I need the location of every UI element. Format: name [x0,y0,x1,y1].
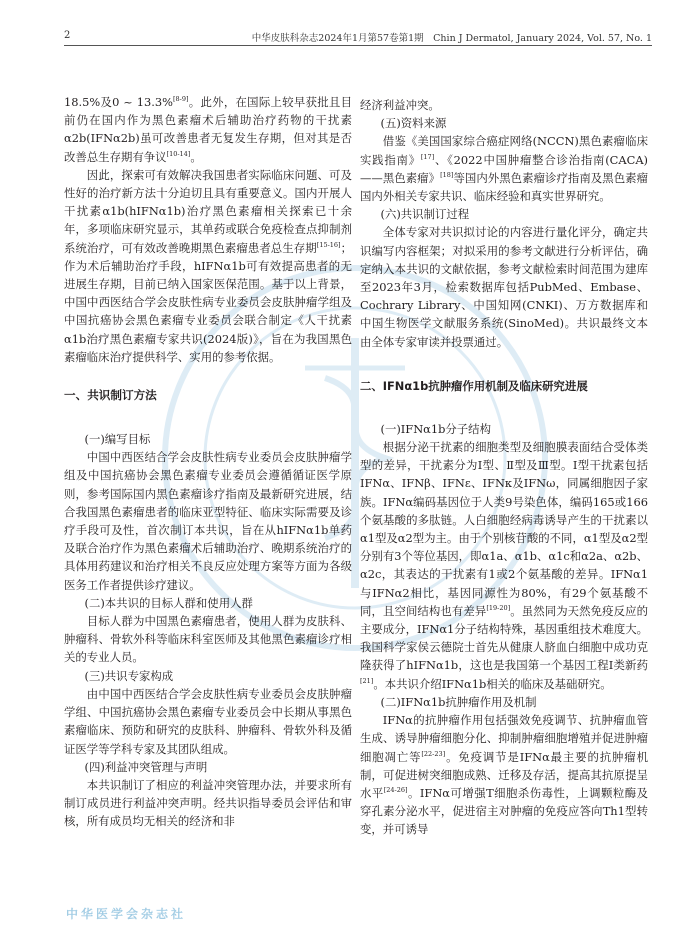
page-number: 2 [64,30,71,41]
subheading-antitumor-mechanism: (二)IFNα1b抗肿瘤作用及机制 [380,694,537,709]
paragraph-sources: 借鉴《美国国家综合癌症网络(NCCN)黑色素瘤临床实践指南》[17]、《2022中国肿瘤整合诊治指南(CACA)——黑色素瘤》[18]等国内外黑色素瘤诊疗指南及黑色素瘤国内外相关专家共识、临床经验和真实世界研究。 [360,134,648,204]
page-header [48,30,652,46]
left-column [64,93,352,831]
section-heading-methods: 一、共识制订方法 [64,388,157,403]
paragraph-molecular-structure: 根据分泌干扰素的细胞类型及细胞膜表面结合受体类型的差异，干扰素分为Ⅰ型、Ⅱ型及Ⅲ型。Ⅰ型干扰素包括IFNα、IFNβ、IFNε、IFNκ及IFNω，同属细胞因子家族。IFNα编码基因位于人类9号染色体，编码165或166个氨基酸的多肽链。人白细胞经病毒诱导产生的干扰素以α1型及α2型为主。由于个别核苷酸的不同，α1型及α2型分别有3个等位基因，即α1a、α1b、α1c和α2a、α2b、α2c，其表达的干扰素有1或2个氨基酸的差异。IFNα1与IFNα2相比，基因同源性为80%，有29个氨基酸不同，且空间结构也有差异[19-20]。虽然同为天然免疫反应的主要成分，IFNα1分子结构特殊，基因重组技术难度大。我国科学家侯云德院士首先从健康人脐血白细胞中成功克隆获得了hIFNα1b，这也是我国第一个基因工程Ⅰ类新药[21]。本共识介绍IFNα1b相关的临床及基础研究。 [360,440,648,691]
right-column [360,96,648,839]
publisher-logo: 中华医学会杂志社 [66,907,187,921]
subheading-target-population: (二)本共识的目标人群和使用人群 [84,595,253,610]
paragraph-intro-continued: 18.5%及0 ~ 13.3%[8-9]。此外，在国际上较早获批且目前仍在国内作为黑色素瘤术后辅助治疗药物的干扰素α2b(IFNα2b)虽可改善患者无复发生存期，但对其是否改善总生存期有争议[10-14]。 [64,95,352,164]
subheading-objective: (一)编写目标 [84,432,151,447]
paragraph-objective: 中国中西医结合学会皮肤性病专业委员会皮肤肿瘤学组及中国抗癌协会黑色素瘤专业委员会遵循循证医学原则，参考国际国内黑色素瘤诊疗指南及最新研究进展，结合我国黑色素瘤患者的临床亚型特征、临床实际需要及诊疗手段可及性，首次制订本共识，旨在从hIFNα1b单药及联合治疗作为黑色素瘤术后辅助治疗、晚期系统治疗的具体用药建议和治疗相关不良反应处理方案等方面为各级医务工作者提供诊疗建议。 [64,450,352,592]
paragraph-conflict-of-interest: 本共识制订了相应的利益冲突管理办法，并要求所有制订成员进行利益冲突声明。经共识指导委员会评估和审核，所有成员均无相关的经济和非 [64,777,352,829]
subheading-process: (六)共识制订过程 [380,207,470,222]
subheading-conflict-of-interest: (四)利益冲突管理与声明 [84,759,208,774]
subheading-molecular-structure: (一)IFNα1b分子结构 [380,421,491,436]
paragraph-background: 因此，探索可有效解决我国患者实际临床问题、可及性好的治疗新方法十分迫切且具有重要意义。国内开展人干扰素α1b(hIFNα1b)治疗黑色素瘤相关探索已十余年，多项临床研究显示，其单药或联合免疫检查点抑制剂系统治疗，可有效改善晚期黑色素瘤患者总生存期[15-16]；作为术后辅助治疗手段，hIFNα1b可有效提高患者的无进展生存期，目前已纳入国家医保范围。基于以上背景，中国中西医结合学会皮肤性病专业委员会皮肤肿瘤学组及中国抗癌协会黑色素瘤专业委员会联合制定《人干扰素α1b治疗黑色素瘤专家共识(2024版)》，旨在为我国黑色素瘤临床治疗提供科学、实用的参考依据。 [64,167,352,364]
subheading-expert-composition: (三)共识专家构成 [84,668,174,683]
paragraph-antitumor-mechanism: IFNα的抗肿瘤作用包括强效免疫调节、抗肿瘤血管生成、诱导肿瘤细胞分化、抑制肿瘤细胞增殖并促进肿瘤细胞凋亡等[22-23]。免疫调节是IFNα最主要的抗肿瘤机制，可促进树突细胞成熟、迁移及存活，提高其抗原提呈水平[24-26]。IFNα可增强T细胞杀伤毒性，上调颗粒酶及穿孔素分泌水平，促进宿主对肿瘤的免疫应答向Th1型转变，并可诱导 [360,713,648,837]
journal-citation: 中华皮肤科杂志2024年1月第57卷第1期 Chin J Dermatol, January 2024, Vol. 57, No. 1 [251,33,652,44]
subheading-sources: (五)资料来源 [380,116,447,131]
paragraph-conflict-continued: 经济利益冲突。 [360,98,440,112]
paragraph-expert-composition: 由中国中西医结合学会皮肤性病专业委员会皮肤肿瘤学组、中国抗癌协会黑色素瘤专业委员会中长期从事黑色素瘤临床、预防和研究的皮肤科、肿瘤科、骨软外科及循证医学等学科专家及其团队组成。 [64,686,352,756]
paragraph-target-population: 目标人群为中国黑色素瘤患者，使用人群为皮肤科、肿瘤科、骨软外科等临床科室医师及其他黑色素瘤诊疗相关的专业人员。 [64,614,352,665]
paragraph-process: 全体专家对共识拟讨论的内容进行量化评分，确定共识编写内容框架；对拟采用的参考文献进行分析评估，确定纳入本共识的文献依据，参考文献检索时间范围为建库至2023年3月，检索数据库包括PubMed、Embase、Cochrary Library、中国知网(CNKI)、万方数据库和中国生物医学文献服务系统(SinoMed)。共识最终文本由全体专家审读并投票通过。 [360,225,648,349]
section-heading-mechanism: 二、IFNα1b抗肿瘤作用机制及临床研究进展 [360,378,588,393]
header-rule [64,45,652,46]
